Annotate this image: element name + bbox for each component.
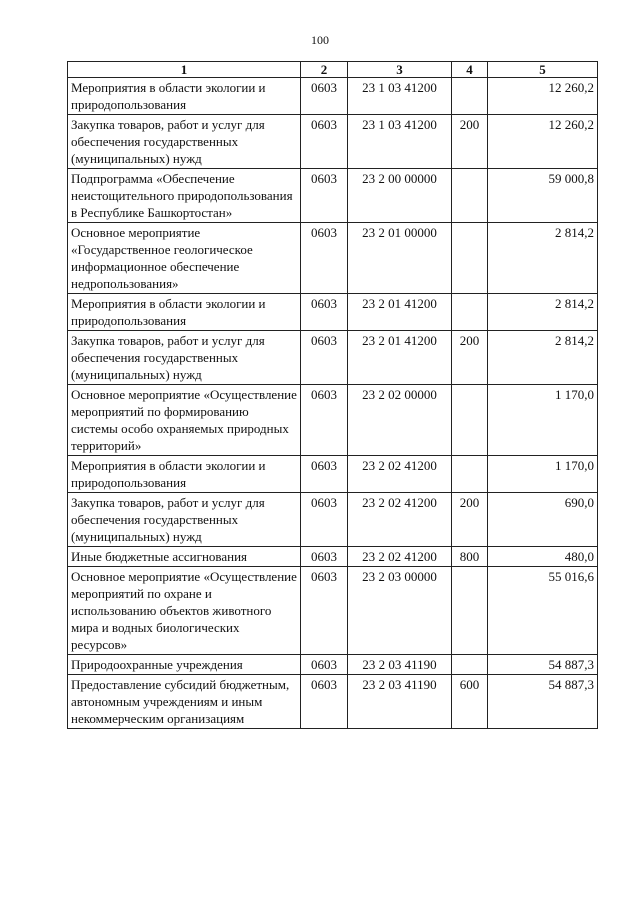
row-amount-cell: 2 814,2 [488, 331, 598, 385]
row-name-cell: Предоставление субсидий бюджетным, автономным учреждениям и иным некоммерческим организациям [68, 675, 301, 729]
column-header-4: 4 [452, 62, 488, 78]
table-row [68, 655, 598, 675]
row-target-article-cell: 23 2 00 00000 [348, 169, 452, 223]
row-name-cell: Основное мероприятие «Осуществление мероприятий по формированию системы особо охраняемых природных территорий» [68, 385, 301, 456]
row-amount-cell: 12 260,2 [488, 115, 598, 169]
row-name-cell: Закупка товаров, работ и услуг для обеспечения государственных (муниципальных) нужд [68, 115, 301, 169]
row-expense-type-cell [452, 294, 488, 331]
table-row [68, 223, 598, 294]
row-expense-type-cell [452, 78, 488, 115]
row-target-article-cell: 23 1 03 41200 [348, 78, 452, 115]
row-section-cell: 0603 [301, 567, 348, 655]
table-row [68, 331, 598, 385]
row-expense-type-cell: 600 [452, 675, 488, 729]
row-name-cell: Мероприятия в области экологии и природопользования [68, 294, 301, 331]
row-section-cell: 0603 [301, 493, 348, 547]
row-target-article-cell: 23 2 02 41200 [348, 456, 452, 493]
row-target-article-cell: 23 2 03 41190 [348, 655, 452, 675]
row-amount-cell: 54 887,3 [488, 675, 598, 729]
row-amount-cell: 2 814,2 [488, 294, 598, 331]
table-row [68, 169, 598, 223]
row-section-cell: 0603 [301, 547, 348, 567]
row-name-cell: Мероприятия в области экологии и природопользования [68, 456, 301, 493]
row-name-cell: Закупка товаров, работ и услуг для обеспечения государственных (муниципальных) нужд [68, 493, 301, 547]
table-row [68, 547, 598, 567]
row-amount-cell: 690,0 [488, 493, 598, 547]
table-header-row [68, 62, 598, 78]
row-amount-cell: 1 170,0 [488, 456, 598, 493]
row-section-cell: 0603 [301, 655, 348, 675]
column-header-1: 1 [68, 62, 301, 78]
row-section-cell: 0603 [301, 331, 348, 385]
row-section-cell: 0603 [301, 385, 348, 456]
column-header-2: 2 [301, 62, 348, 78]
row-target-article-cell: 23 2 02 41200 [348, 547, 452, 567]
row-section-cell: 0603 [301, 294, 348, 331]
row-expense-type-cell: 800 [452, 547, 488, 567]
row-section-cell: 0603 [301, 223, 348, 294]
row-name-cell: Основное мероприятие «Осуществление мероприятий по охране и использованию объектов животного мира и водных биологических ресурсов» [68, 567, 301, 655]
row-target-article-cell: 23 1 03 41200 [348, 115, 452, 169]
row-section-cell: 0603 [301, 675, 348, 729]
row-amount-cell: 55 016,6 [488, 567, 598, 655]
budget-table [67, 61, 598, 729]
table-row [68, 456, 598, 493]
table-row [68, 115, 598, 169]
row-target-article-cell: 23 2 01 41200 [348, 294, 452, 331]
row-amount-cell: 1 170,0 [488, 385, 598, 456]
row-amount-cell: 12 260,2 [488, 78, 598, 115]
row-expense-type-cell [452, 655, 488, 675]
row-expense-type-cell: 200 [452, 115, 488, 169]
row-amount-cell: 59 000,8 [488, 169, 598, 223]
table-row [68, 385, 598, 456]
row-target-article-cell: 23 2 02 00000 [348, 385, 452, 456]
row-amount-cell: 2 814,2 [488, 223, 598, 294]
row-name-cell: Мероприятия в области экологии и природопользования [68, 78, 301, 115]
row-target-article-cell: 23 2 01 00000 [348, 223, 452, 294]
row-amount-cell: 480,0 [488, 547, 598, 567]
row-name-cell: Подпрограмма «Обеспечение неистощительного природопользования в Республике Башкортостан» [68, 169, 301, 223]
row-name-cell: Основное мероприятие «Государственное геологическое информационное обеспечение недропользования» [68, 223, 301, 294]
row-name-cell: Иные бюджетные ассигнования [68, 547, 301, 567]
row-name-cell: Закупка товаров, работ и услуг для обеспечения государственных (муниципальных) нужд [68, 331, 301, 385]
table-row [68, 78, 598, 115]
row-expense-type-cell: 200 [452, 331, 488, 385]
row-section-cell: 0603 [301, 78, 348, 115]
column-header-3: 3 [348, 62, 452, 78]
table-row [68, 493, 598, 547]
table-row [68, 567, 598, 655]
row-expense-type-cell: 200 [452, 493, 488, 547]
row-expense-type-cell [452, 385, 488, 456]
row-expense-type-cell [452, 169, 488, 223]
row-section-cell: 0603 [301, 169, 348, 223]
row-amount-cell: 54 887,3 [488, 655, 598, 675]
row-expense-type-cell [452, 456, 488, 493]
row-name-cell: Природоохранные учреждения [68, 655, 301, 675]
row-target-article-cell: 23 2 03 41190 [348, 675, 452, 729]
row-section-cell: 0603 [301, 456, 348, 493]
row-target-article-cell: 23 2 03 00000 [348, 567, 452, 655]
table-row [68, 294, 598, 331]
row-section-cell: 0603 [301, 115, 348, 169]
table-body [68, 78, 598, 729]
row-expense-type-cell [452, 223, 488, 294]
row-target-article-cell: 23 2 01 41200 [348, 331, 452, 385]
row-target-article-cell: 23 2 02 41200 [348, 493, 452, 547]
table-row [68, 675, 598, 729]
row-expense-type-cell [452, 567, 488, 655]
page-number: 100 [311, 33, 329, 47]
column-header-5: 5 [488, 62, 598, 78]
